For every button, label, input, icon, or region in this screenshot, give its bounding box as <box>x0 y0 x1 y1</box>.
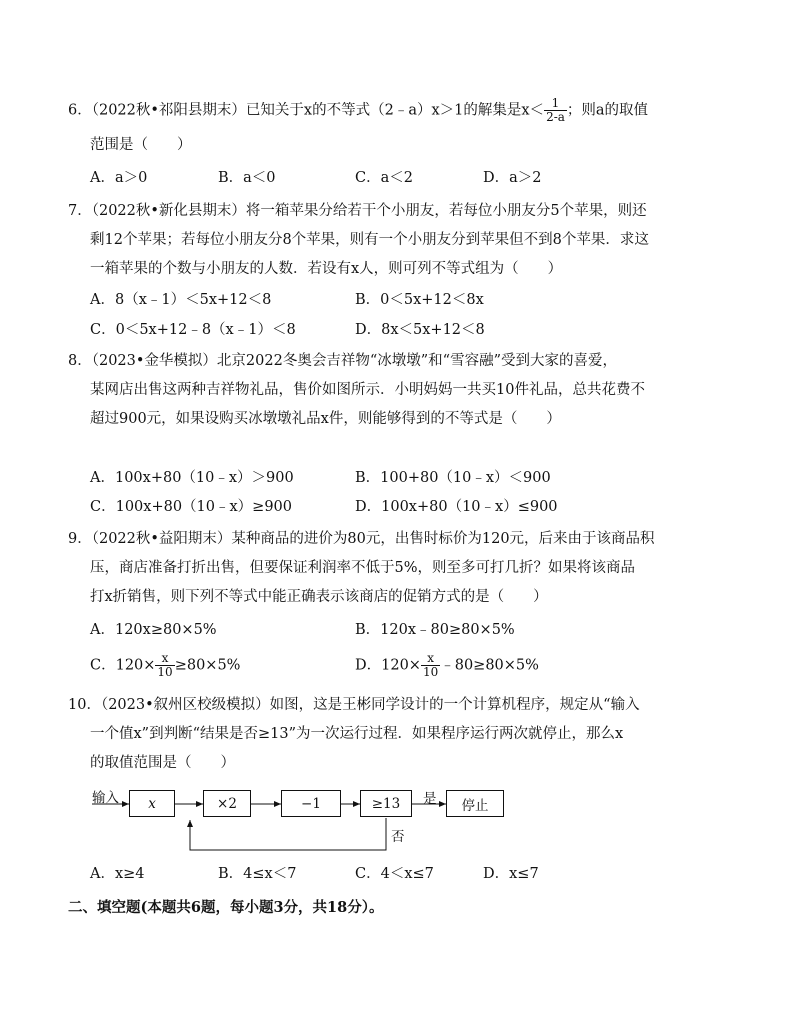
q9-c-frac-num: x <box>155 652 174 666</box>
q7-option-c[interactable]: C．0＜5x+12﹣8（x﹣1）＜8 <box>90 322 296 338</box>
flow-box-times2: ×2 <box>203 790 251 817</box>
q10-line2: 一个值x”到判断“结果是否≥13”为一次运行过程．如果程序运行两次就停止，那么x <box>90 726 624 742</box>
q6-frac-den: 2-a <box>546 110 565 124</box>
q9-c-frac-den: 10 <box>157 665 173 679</box>
q7-line3: 一箱苹果的个数与小朋友的人数．若设有x人，则可列不等式组为（ ） <box>90 261 563 277</box>
q10-option-c[interactable]: C．4＜x≤7 <box>355 866 434 882</box>
q9-d-frac-den: 10 <box>422 665 439 679</box>
flow-box-x <box>129 790 175 817</box>
flow-input-label: 输入 <box>92 790 119 806</box>
q10-option-a[interactable]: A．x≥4 <box>90 866 145 882</box>
q6-option-c[interactable]: C．a＜2 <box>355 170 413 186</box>
q6-option-d[interactable]: D．a＞2 <box>483 170 542 186</box>
flow-box-check: ≥13 <box>360 790 412 817</box>
q9-line2: 压，商店准备打折出售，但要保证利润率不低于5%，则至多可打几折？如果将该商品 <box>90 560 635 576</box>
flow-no-label: 否 <box>391 829 405 845</box>
q9-line1: 9．（2022秋•益阳期末）某种商品的进价为80元，出售时标价为120元，后来由于该商品积 <box>68 531 655 547</box>
q9-d-frac-num: x <box>421 652 440 666</box>
q6-option-b[interactable]: B．a＜0 <box>218 170 276 186</box>
q9-line3: 打x折销售，则下列不等式中能正确表示该商店的促销方式的是（ ） <box>90 589 548 605</box>
q10-option-b[interactable]: B．4≤x＜7 <box>218 866 297 882</box>
q8-line1: 8．（2023•金华模拟）北京2022冬奥会吉祥物“冰墩墩”和“雪容融”受到大家的喜爱， <box>68 353 617 369</box>
q8-option-c[interactable]: C．100x+80（10﹣x）≥900 <box>90 499 293 515</box>
q8-option-b[interactable]: B．100+80（10﹣x）＜900 <box>355 470 551 486</box>
q7-option-d[interactable]: D．8x＜5x+12＜8 <box>355 322 485 338</box>
section-2-heading: 二、填空题(本题共6题，每小题3分，共18分）。 <box>68 899 384 916</box>
q9-option-a[interactable]: A．120x≥80×5% <box>90 622 217 638</box>
q9-option-d-post: ﹣80≥80×5% <box>440 657 539 674</box>
q10-line1: 10．（2023•叙州区校级模拟）如图，这是王彬同学设计的一个计算机程序，规定从“输入 <box>68 697 640 713</box>
q7-line2: 剩12个苹果；若每位小朋友分8个苹果，则有一个小朋友分到苹果但不到8个苹果．求这 <box>90 232 649 248</box>
flow-box-minus1: −1 <box>281 790 341 817</box>
q9-option-b[interactable]: B．120x﹣80≥80×5% <box>355 622 515 638</box>
q8-line2: 某网店出售这两种吉祥物礼品，售价如图所示．小明妈妈一共买10件礼品，总共花费不 <box>90 382 645 398</box>
q9-option-d-pre: D．120× <box>355 657 421 674</box>
q9-option-c-post: ≥80×5% <box>174 657 241 674</box>
q8-line3: 超过900元，如果设购买冰墩墩礼品x件，则能够得到的不等式是（ ） <box>90 411 561 427</box>
flow-box-stop: 停止 <box>446 790 504 817</box>
q7-option-a[interactable]: A．8（x﹣1）＜5x+12＜8 <box>90 292 272 308</box>
q6-frac-num: 1 <box>544 97 567 111</box>
q10-option-d[interactable]: D．x≤7 <box>483 866 539 882</box>
q7-option-b[interactable]: B．0＜5x+12＜8x <box>355 292 484 308</box>
q10-line3: 的取值范围是（ ） <box>90 755 235 771</box>
q6-line2: 范围是（ ） <box>90 137 192 153</box>
flow-yes-label: 是 <box>423 791 437 807</box>
q7-line1: 7．（2022秋•新化县期末）将一箱苹果分给若干个小朋友，若每位小朋友分5个苹果，则还 <box>68 203 647 219</box>
q6-line1-text: 6．（2022秋•祁阳县期末）已知关于x的不等式（2﹣a）x＞1的解集是x＜ <box>68 102 545 119</box>
flow-box-x-text: x <box>148 795 156 812</box>
q6-option-a[interactable]: A．a＞0 <box>90 170 148 186</box>
loop-back-line <box>190 818 386 850</box>
q8-option-a[interactable]: A．100x+80（10﹣x）＞900 <box>90 470 294 486</box>
q6-line1-tail: ；则a的取值 <box>566 102 649 119</box>
q9-option-c-pre: C．120× <box>90 657 156 674</box>
q8-option-d[interactable]: D．100x+80（10﹣x）≤900 <box>355 499 558 515</box>
